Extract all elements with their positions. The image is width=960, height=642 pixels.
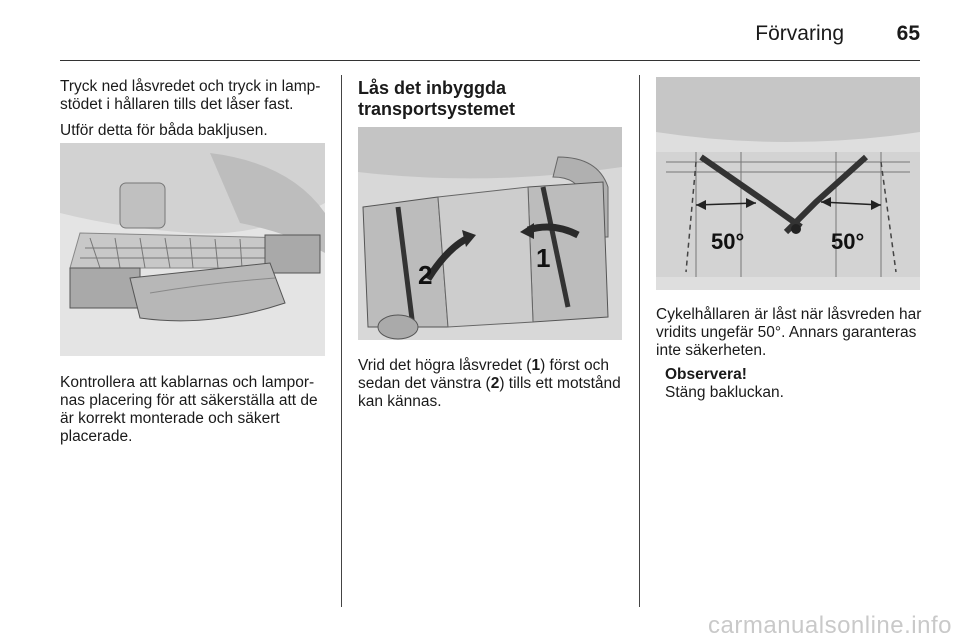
instruction-paragraph: Utför detta för båda bakljusen. xyxy=(60,122,268,139)
section-heading: Lås det inbyggda transportsystemet xyxy=(358,78,516,119)
column-1 xyxy=(60,78,328,148)
figure-label-1: 1 xyxy=(536,243,551,273)
figure-lock-knobs xyxy=(358,127,622,340)
reference-number-2: 2 xyxy=(490,375,500,392)
angle-label-left: 50° xyxy=(711,229,745,254)
note-text: Stäng bakluckan. xyxy=(665,384,784,401)
watermark: carmanualsonline.info xyxy=(708,612,952,639)
column-3-lower xyxy=(656,306,924,368)
instruction-paragraph: Vrid det högra låsvredet (1) först och sedan det vänstra (2) tills ett motstånd kan kännas. xyxy=(358,357,621,410)
column-divider-2 xyxy=(639,75,640,607)
note-box xyxy=(665,366,784,402)
angle-label-right: 50° xyxy=(831,229,865,254)
instruction-paragraph: Kontrollera att kablarnas och lampornas placering för att säkerställa att de är korrekt monterade och säkert placerade. xyxy=(60,374,318,445)
page-number: 65 xyxy=(896,22,920,45)
figure-label-2: 2 xyxy=(418,260,433,290)
column-2-lower xyxy=(358,357,626,419)
section-title: Förvaring xyxy=(755,22,844,45)
note-title: Observera! xyxy=(665,366,747,383)
page-header xyxy=(60,18,920,61)
column-2 xyxy=(358,78,626,120)
instruction-paragraph: Cykelhållaren är låst när låsvreden har vridits ungefär 50°. Annars garanteras inte säkerheten. xyxy=(656,306,922,359)
figure-lock-angle xyxy=(656,77,920,290)
column-divider-1 xyxy=(341,75,342,607)
reference-number-1: 1 xyxy=(531,357,541,374)
column-1-lower xyxy=(60,374,328,454)
instruction-paragraph: Tryck ned låsvredet och tryck in lampstödet i hållaren tills det låser fast. xyxy=(60,78,321,113)
figure-rear-lamp-holder xyxy=(60,143,325,356)
